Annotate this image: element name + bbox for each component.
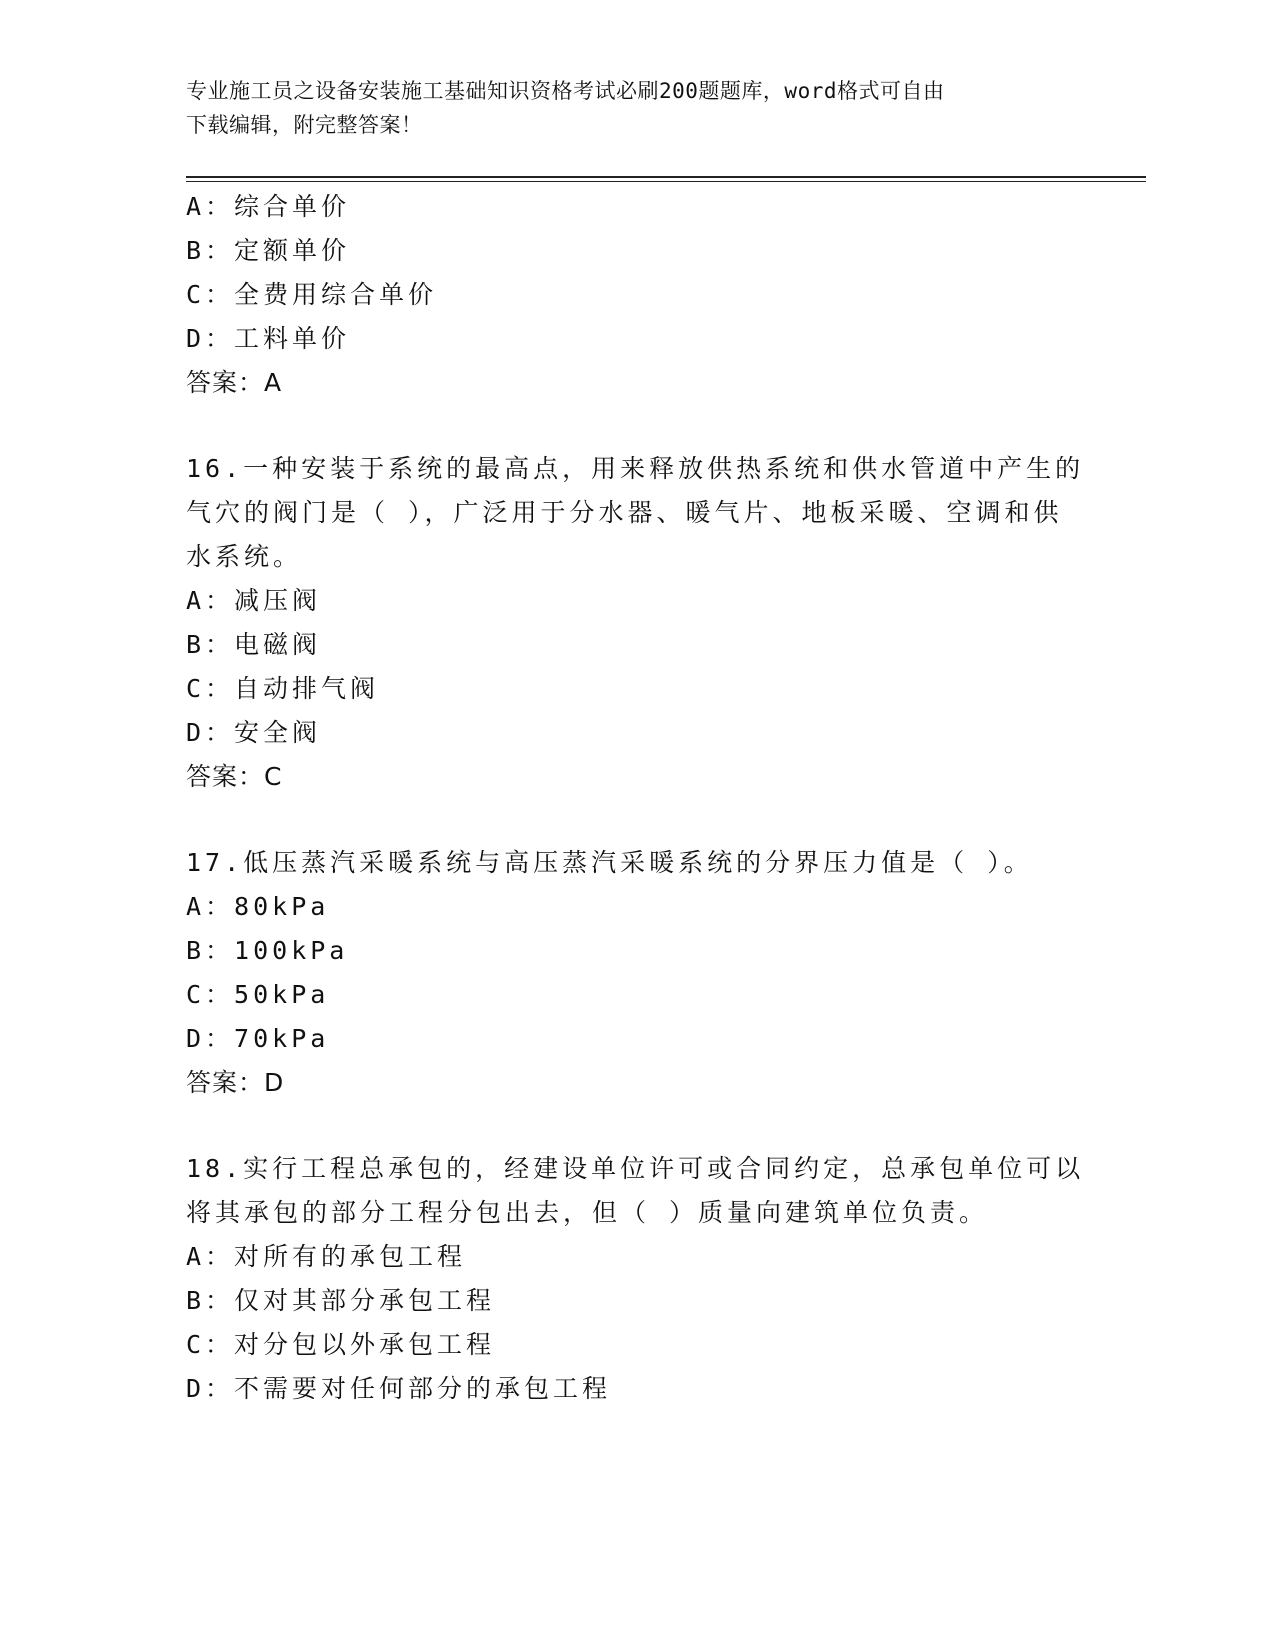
- document-header: [186, 74, 1066, 142]
- q18-stem-line-2: 将其承包的部分工程分包出去，但（ ）质量向建筑单位负责。: [186, 1198, 989, 1227]
- q16-stem-line-1: 16.一种安装于系统的最高点，用来释放供热系统和供水管道中产生的: [186, 454, 1085, 483]
- q18-option-a: A：对所有的承包工程: [186, 1242, 467, 1271]
- q18-option-c: C：对分包以外承包工程: [186, 1330, 496, 1359]
- q16-option-d: D：安全阀: [186, 718, 322, 747]
- q17-option-b: B：100kPa: [186, 936, 349, 965]
- q17-option-d: D：70kPa: [186, 1024, 330, 1053]
- q17-stem-line-1: 17.低压蒸汽采暖系统与高压蒸汽采暖系统的分界压力值是（ ）。: [186, 848, 1033, 877]
- q17-option-c: C：50kPa: [186, 980, 330, 1009]
- q15-option-a: A：综合单价: [186, 192, 351, 221]
- q16-option-b: B：电磁阀: [186, 630, 322, 659]
- q16-stem-line-2: 气穴的阀门是（ ），广泛用于分水器、暖气片、地板采暖、空调和供: [186, 498, 1063, 527]
- q18-option-b: B：仅对其部分承包工程: [186, 1286, 496, 1315]
- q15-answer: 答案：A: [186, 368, 283, 397]
- header-divider-thick: [186, 176, 1146, 178]
- q16-stem-line-3: 水系统。: [186, 542, 303, 571]
- header-divider-thin: [186, 181, 1146, 182]
- q15-option-b: B：定额单价: [186, 236, 351, 265]
- q16-option-a: A：减压阀: [186, 586, 322, 615]
- q16-option-c: C：自动排气阀: [186, 674, 380, 703]
- q17-option-a: A：80kPa: [186, 892, 330, 921]
- q16-answer: 答案：C: [186, 762, 283, 791]
- q18-stem-line-1: 18.实行工程总承包的，经建设单位许可或合同约定，总承包单位可以: [186, 1154, 1085, 1183]
- header-line-2: 下载编辑，附完整答案！: [186, 113, 423, 137]
- q17-answer: 答案：D: [186, 1068, 285, 1097]
- q18-option-d: D：不需要对任何部分的承包工程: [186, 1374, 612, 1403]
- header-line-1: 专业施工员之设备安装施工基础知识资格考试必刷200题题库，word格式可自由: [186, 79, 945, 103]
- q15-option-c: C：全费用综合单价: [186, 280, 438, 309]
- q15-option-d: D：工料单价: [186, 324, 351, 353]
